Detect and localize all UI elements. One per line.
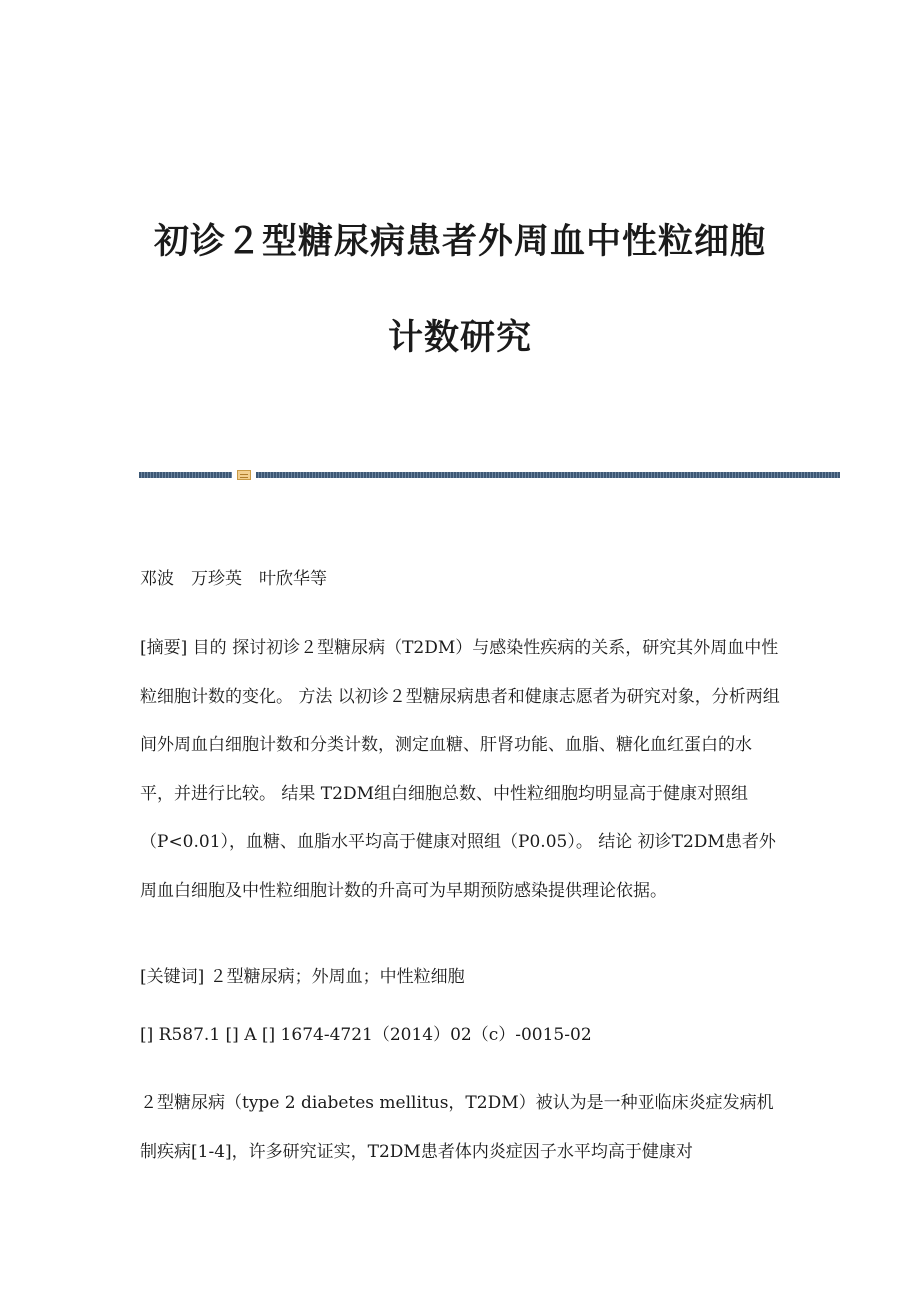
divider-bar-right <box>256 472 840 478</box>
authors: 邓波 万珍英 叶欣华等 <box>140 569 327 589</box>
divider-bar-left <box>139 472 232 478</box>
body-paragraph: ２型糖尿病（type 2 diabetes mellitus，T2DM）被认为是一种亚临床炎症发病机制疾病[1-4]，许多研究证实，T2DM患者体内炎症因子水平均高于健康对 <box>140 1093 774 1162</box>
envelope-icon <box>237 470 251 480</box>
abstract: [摘要] 目的 探讨初诊２型糖尿病（T2DM）与感染性疾病的关系，研究其外周血中性粒细胞计数的变化。 方法 以初诊２型糖尿病患者和健康志愿者为研究对象，分析两组间外周血白细胞计数和分类计数，测定血糖、肝肾功能、血脂、糖化血红蛋白的水平，并进行比较。 结果 T2DM组白细胞总数、中性粒细胞均明显高于健康对照组（P<0.01），血糖、血脂水平均高于健康对照组（P0.05）。 结论 初诊T2DM患者外周血白细胞及中性粒细胞计数的升高可为早期预防感染提供理论依据。 <box>140 638 780 901</box>
title-line-1: 初诊２型糖尿病患者外周血中性粒细胞 <box>153 222 766 262</box>
keywords: [关键词] ２型糖尿病；外周血；中性粒细胞 <box>140 967 465 987</box>
title-line-2: 计数研究 <box>387 318 532 358</box>
classification-codes: [] R587.1 [] A [] 1674-4721（2014）02（c）-0015-02 <box>140 1025 592 1045</box>
title-divider <box>139 470 840 480</box>
